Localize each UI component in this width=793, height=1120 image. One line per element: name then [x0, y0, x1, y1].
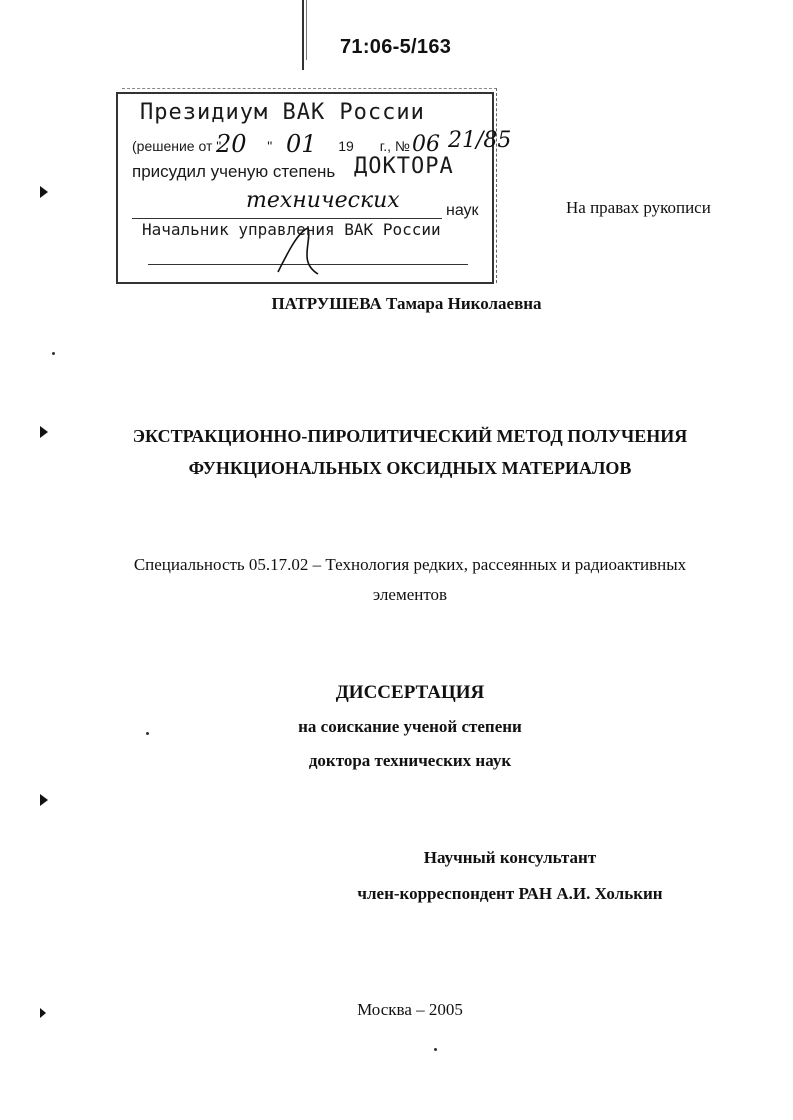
stamp-year-prefix: 19 — [338, 138, 354, 154]
specialty-line: элементов — [372, 585, 448, 604]
margin-line — [306, 0, 307, 60]
consultant-block — [330, 840, 690, 912]
dissertation-block — [0, 676, 793, 778]
dissertation-degree-line: доктора технических наук — [308, 751, 512, 770]
handwritten-month: 01 — [286, 130, 317, 158]
stamp-underline — [132, 218, 442, 219]
handwritten-year: 06 — [412, 132, 440, 157]
stamp-degree: ДОКТОРА — [354, 154, 454, 179]
title-line: ЭКСТРАКЦИОННО-ПИРОЛИТИЧЕСКИЙ МЕТОД ПОЛУЧЕНИЯ — [132, 426, 688, 446]
stamp-title: Президиум ВАК России — [140, 100, 425, 125]
vak-stamp — [116, 92, 512, 284]
stamp-chief: Начальник управления ВАК России — [142, 220, 441, 239]
binding-mark-icon — [40, 186, 48, 198]
consultant-heading: Научный консультант — [423, 848, 597, 867]
handwritten-field: технических — [246, 188, 400, 213]
speck — [146, 732, 149, 735]
dissertation-title — [60, 420, 760, 484]
consultant-name: член-корреспондент РАН А.И. Холькин — [357, 884, 663, 903]
manuscript-rights: На правах рукописи — [566, 198, 711, 217]
dissertation-degree-line: на соискание ученой степени — [298, 717, 522, 736]
margin-line — [302, 0, 304, 70]
binding-mark-icon — [40, 1008, 46, 1018]
binding-mark-icon — [40, 794, 48, 806]
stamp-sciences: наук — [446, 202, 479, 219]
stamp-decision-quote: " — [267, 138, 273, 154]
stamp-decision-prefix: (решение от " — [132, 138, 222, 154]
stamp-awarded: присудил ученую степень — [132, 162, 336, 181]
handwritten-number: 21/85 — [448, 128, 512, 153]
signature-scribble — [268, 222, 328, 282]
title-line: ФУНКЦИОНАЛЬНЫХ ОКСИДНЫХ МАТЕРИАЛОВ — [188, 458, 632, 478]
handwritten-day: 20 — [216, 130, 247, 158]
speck — [52, 352, 55, 355]
specialty-line: Специальность 05.17.02 – Технология редких, рассеянных и радиоактивных — [133, 555, 687, 574]
stamp-decision — [132, 138, 410, 154]
city-year: Москва – 2005 — [357, 1000, 463, 1019]
binding-mark-icon — [40, 426, 48, 438]
stamp-decision-suffix: г., № — [379, 138, 410, 154]
speck — [434, 1048, 437, 1051]
catalog-number: 71:06-5/163 — [340, 36, 452, 58]
dissertation-heading: ДИССЕРТАЦИЯ — [335, 682, 485, 703]
author-name: ПАТРУШЕВА Тамара Николаевна — [271, 294, 542, 313]
specialty — [50, 550, 770, 610]
